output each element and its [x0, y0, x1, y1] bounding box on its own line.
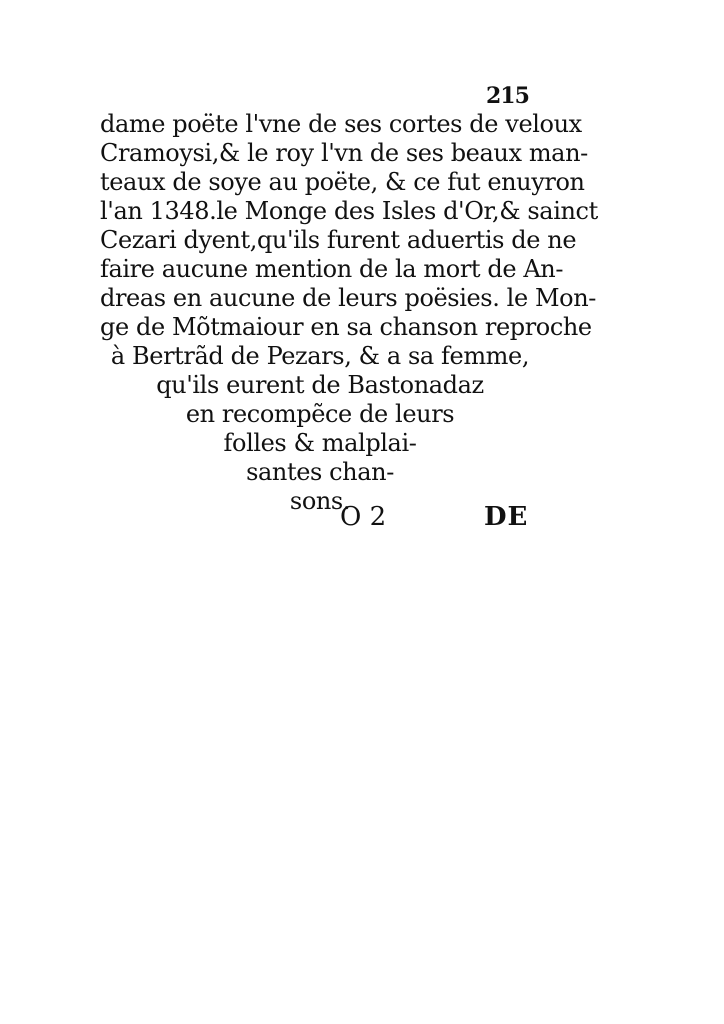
text-line: santes chan-	[246, 458, 394, 486]
text-line: ge de Mõtmaiour en sa chanson reproche	[100, 313, 592, 341]
text-line: l'an 1348.le Monge des Isles d'Or,& sainct	[100, 197, 598, 225]
text-line: qu'ils eurent de Bastonadaz	[156, 371, 484, 399]
text-line: faire aucune mention de la mort de An-	[100, 255, 564, 283]
text-line: sons.	[289, 487, 351, 515]
text-line: folles & malplai-	[223, 429, 417, 457]
catchword: DE	[484, 502, 529, 532]
text-line: Cezari dyent,qu'ils furent aduertis de ne	[100, 226, 577, 254]
signature-mark: O 2	[340, 502, 387, 532]
page-number: 215	[486, 83, 529, 109]
text-line: dame poëte l'vne de ses cortes de veloux	[100, 110, 582, 138]
body-text	[100, 110, 598, 516]
page-footer	[100, 500, 540, 540]
text-line: en recompẽce de leurs	[185, 400, 455, 428]
text-line: teaux de soye au poëte, & ce fut enuyron	[100, 168, 585, 196]
text-line: Cramoysi,& le roy l'vn de ses beaux man-	[100, 139, 588, 167]
text-line: à Bertrãd de Pezars, & a sa femme,	[110, 342, 530, 370]
text-line: dreas en aucune de leurs poësies. le Mon-	[100, 284, 596, 312]
